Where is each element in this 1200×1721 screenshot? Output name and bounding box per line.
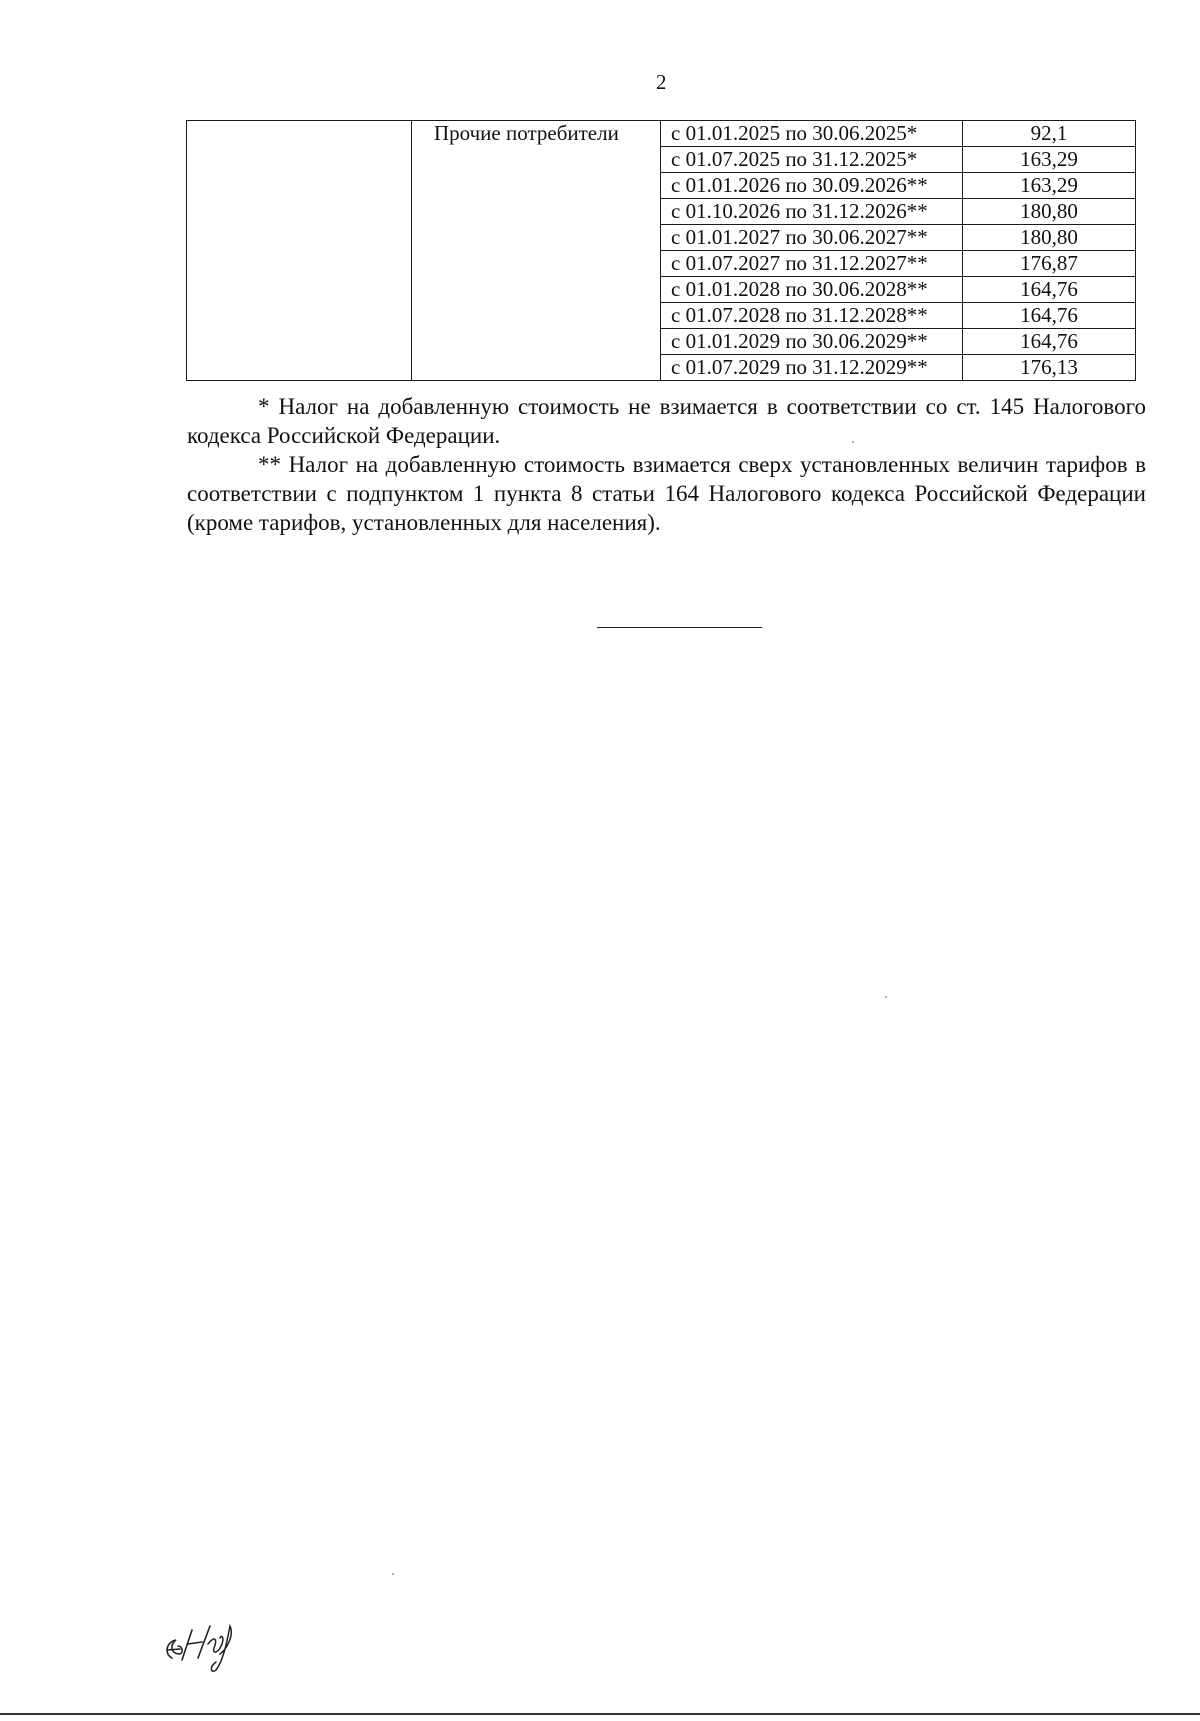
consumer-group-cell: Прочие потребители [412,121,661,381]
tariff-value-cell: 176,13 [963,355,1136,381]
tariff-value-cell: 163,29 [963,173,1136,199]
tariff-value-cell: 180,80 [963,225,1136,251]
footnotes [187,392,1146,537]
scan-speck [392,1573,394,1575]
tariff-value-cell: 164,76 [963,277,1136,303]
table-row [187,121,1136,147]
tariff-value-cell: 92,1 [963,121,1136,147]
period-cell: с 01.07.2025 по 31.12.2025* [661,147,963,173]
tariff-value-cell: 164,76 [963,303,1136,329]
period-cell: с 01.01.2026 по 30.09.2026** [661,173,963,199]
period-cell: с 01.01.2029 по 30.06.2029** [661,329,963,355]
scan-bottom-edge [0,1713,1200,1715]
period-cell: с 01.01.2025 по 30.06.2025* [661,121,963,147]
end-separator-line [597,627,762,628]
period-cell: с 01.01.2028 по 30.06.2028** [661,277,963,303]
period-cell: с 01.07.2028 по 31.12.2028** [661,303,963,329]
tariff-value-cell: 164,76 [963,329,1136,355]
period-cell: с 01.01.2027 по 30.06.2027** [661,225,963,251]
tariff-value-cell: 163,29 [963,147,1136,173]
scan-speck [852,441,854,443]
handwritten-initials [158,1614,248,1674]
tariff-value-cell: 180,80 [963,199,1136,225]
period-cell: с 01.07.2029 по 31.12.2029** [661,355,963,381]
footnote-no-vat: * Налог на добавленную стоимость не взимается в соответствии со ст. 145 Налогового кодекса Российской Федерации. [187,394,1146,448]
page-number: 2 [656,70,667,94]
tariff-table [186,120,1136,381]
tariff-value-cell: 176,87 [963,251,1136,277]
empty-cell [187,121,412,381]
scan-speck [885,996,887,998]
period-cell: с 01.07.2027 по 31.12.2027** [661,251,963,277]
footnote-vat-added: ** Налог на добавленную стоимость взимается сверх установленных величин тарифов в соответствии с подпунктом 1 пункта 8 статьи 164 Налогового кодекса Российской Федерации (кроме тарифов, установленных для населения). [187,452,1146,535]
period-cell: с 01.10.2026 по 31.12.2026** [661,199,963,225]
